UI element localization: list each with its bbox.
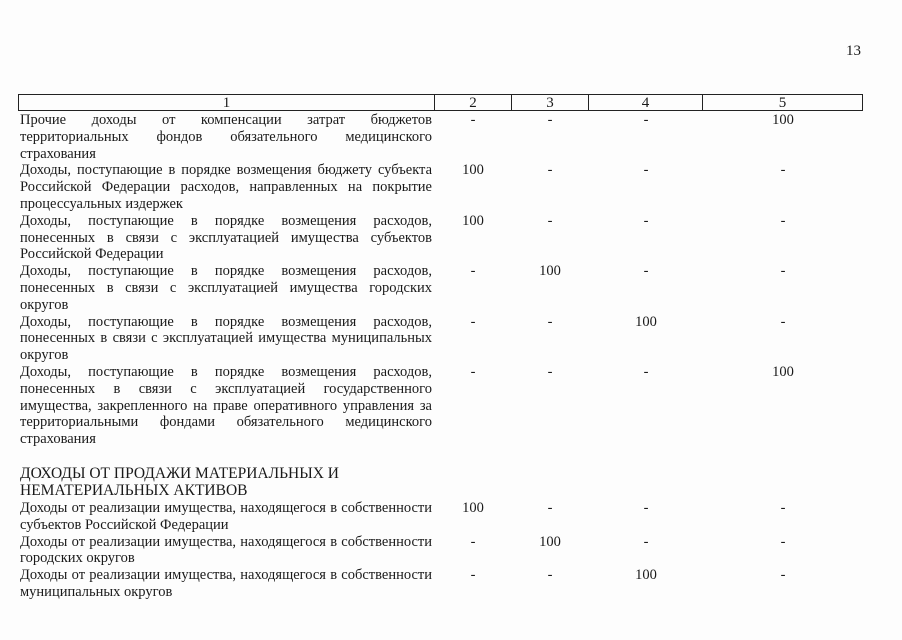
value-col-4: 100 (635, 313, 657, 330)
row-description: Прочие доходы от компенсации затрат бюджетов территориальных фондов обязательного медицинского страхования (20, 112, 432, 162)
value-col-4: - (643, 162, 649, 179)
value-col-5: - (780, 263, 786, 280)
value-col-2: 100 (462, 212, 484, 229)
value-col-4: - (643, 363, 649, 380)
value-col-4: - (643, 263, 649, 280)
value-col-5: - (780, 162, 786, 179)
table-row (18, 263, 863, 313)
row-description: Доходы от реализации имущества, находящегося в собственности муниципальных округов (20, 567, 432, 600)
value-col-2: - (470, 263, 476, 280)
value-col-5: - (780, 533, 786, 550)
value-col-2: 100 (462, 162, 484, 179)
value-col-3: 100 (539, 533, 561, 550)
table-row (18, 364, 863, 448)
table-row (18, 500, 863, 534)
row-description: Доходы, поступающие в порядке возмещения расходов, понесенных в связи с эксплуатацией имущества муниципальных округов (20, 313, 432, 364)
value-col-4: - (643, 499, 649, 516)
value-col-3: - (547, 499, 553, 516)
header-col-3: 3 (511, 95, 588, 110)
header-col-5: 5 (702, 95, 862, 110)
row-description: Доходы, поступающие в порядке возмещения бюджету субъекта Российской Федерации расходов, направленных на покрытие процессуальных издержек (20, 162, 432, 212)
table-body (18, 112, 863, 601)
value-col-5: 100 (772, 112, 794, 128)
page-number: 13 (846, 43, 861, 59)
value-col-3: - (547, 313, 553, 330)
table-header (18, 94, 863, 111)
table-row (18, 534, 863, 568)
table-row (18, 112, 863, 162)
value-col-5: - (780, 313, 786, 330)
value-col-3: - (547, 363, 553, 380)
row-description: Доходы, поступающие в порядке возмещения расходов, понесенных в связи с эксплуатацией государственного имущества, закрепленного на праве оперативного управления за территориальными фондами обязательного медицинского страхования (20, 363, 432, 448)
value-col-3: - (547, 212, 553, 229)
header-col-1: 1 (222, 95, 231, 111)
header-col-2: 2 (434, 95, 511, 110)
value-col-2: - (470, 567, 476, 584)
value-col-3: - (547, 162, 553, 179)
table-row (18, 567, 863, 601)
table-row (18, 162, 863, 212)
table-row (18, 213, 863, 263)
value-col-2: - (470, 533, 476, 550)
value-col-2: 100 (462, 499, 484, 516)
row-description: Доходы от реализации имущества, находящегося в собственности субъектов Российской Федерации (20, 499, 432, 533)
value-col-4: - (643, 112, 649, 128)
row-description: Доходы от реализации имущества, находящегося в собственности городских округов (20, 533, 432, 567)
value-col-4: - (643, 533, 649, 550)
value-col-3: - (547, 567, 553, 584)
value-col-2: - (470, 363, 476, 380)
value-col-2: - (470, 313, 476, 330)
value-col-2: - (470, 112, 476, 128)
header-col-4: 4 (588, 95, 702, 110)
value-col-5: - (780, 499, 786, 516)
row-description: Доходы, поступающие в порядке возмещения расходов, понесенных в связи с эксплуатацией имущества субъектов Российской Федерации (20, 212, 432, 263)
table-row (18, 314, 863, 364)
value-col-4: 100 (635, 567, 657, 584)
section-heading-row (18, 465, 863, 500)
section-heading: ДОХОДЫ ОТ ПРОДАЖИ МАТЕРИАЛЬНЫХ И НЕМАТЕРИАЛЬНЫХ АКТИВОВ (20, 464, 339, 500)
value-col-3: 100 (539, 263, 561, 280)
value-col-5: - (780, 212, 786, 229)
value-col-4: - (643, 212, 649, 229)
value-col-5: - (780, 567, 786, 584)
value-col-3: - (547, 112, 553, 128)
row-description: Доходы, поступающие в порядке возмещения расходов, понесенных в связи с эксплуатацией имущества городских округов (20, 263, 432, 313)
value-col-5: 100 (772, 363, 794, 380)
